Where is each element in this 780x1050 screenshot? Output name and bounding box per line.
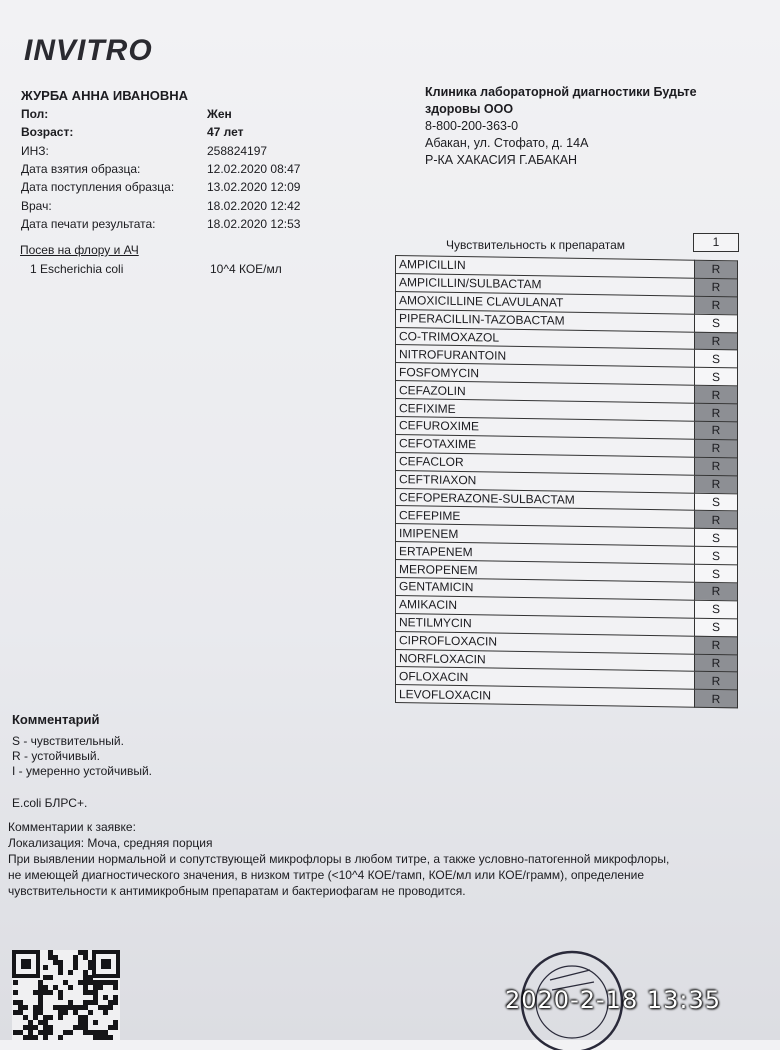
- sensitivity-result: R: [695, 475, 738, 494]
- antibiotic-name: LEVOFLOXACIN: [396, 685, 695, 708]
- note-line: чувствительности к антимикробным препаратам и бактериофагам не проводится.: [8, 884, 466, 898]
- antibiotic-name: OFLOXACIN: [396, 667, 695, 690]
- patient-field-value: 18.02.2020 12:53: [207, 217, 301, 231]
- note-line: не имеющей диагностического значения, в низком титре (<10^4 КОЕ/тамп, КОЕ/мл или КОЕ/грамм), определение: [8, 868, 645, 882]
- sensitivity-result: R: [695, 332, 738, 351]
- patient-field-value: 13.02.2020 12:09: [207, 180, 301, 194]
- organism-titer: 10^4 КОЕ/мл: [210, 262, 282, 276]
- sensitivity-result: R: [695, 296, 738, 315]
- note-line: Локализация: Моча, средняя порция: [8, 836, 213, 850]
- sensitivity-result: S: [695, 314, 738, 333]
- antibiotic-name: CEFOTAXIME: [396, 434, 695, 457]
- antibiotic-name: AMIKACIN: [396, 595, 695, 618]
- antibiotic-name: CEFEPIME: [396, 506, 695, 529]
- sensitivity-result: R: [695, 278, 738, 297]
- qr-code: [12, 950, 120, 1040]
- antibiotic-name: CEFTRIAXON: [396, 470, 695, 493]
- antibiotic-name: IMIPENEM: [396, 524, 695, 547]
- patient-field-value: 258824197: [207, 144, 268, 158]
- invitro-logo: INVITRO: [24, 34, 153, 67]
- patient-field-value: Жен: [207, 107, 232, 121]
- order-notes: [8, 819, 778, 899]
- sensitivity-result: R: [695, 672, 738, 691]
- sensitivity-result: S: [695, 618, 738, 637]
- sensitivity-result: R: [695, 582, 738, 601]
- patient-field-value: 12.02.2020 08:47: [207, 162, 301, 176]
- antibiotic-name: NITROFURANTOIN: [396, 345, 695, 368]
- antibiotic-name: AMOXICILLINE CLAVULANAT: [396, 291, 695, 314]
- legend-item: I - умеренно устойчивый.: [12, 764, 152, 778]
- patient-field-label: Врач:: [21, 199, 52, 213]
- sensitivity-result: R: [695, 690, 738, 709]
- antibiotic-name: CEFAZOLIN: [396, 381, 695, 404]
- antibiotic-name: CEFOPERAZONE-SULBACTAM: [396, 488, 695, 511]
- antibiotic-name: GENTAMICIN: [396, 578, 695, 601]
- sensitivity-title: Чувствительность к препаратам: [446, 238, 626, 252]
- patient-field-value: 18.02.2020 12:42: [207, 199, 301, 213]
- sensitivity-result: S: [695, 350, 738, 369]
- patient-name: ЖУРБА АННА ИВАНОВНА: [21, 88, 188, 103]
- result-legend: [12, 734, 152, 779]
- sensitivity-result: R: [695, 439, 738, 458]
- sensitivity-result: S: [695, 529, 738, 548]
- photo-timestamp: 2020-2-18 13:35: [505, 986, 721, 1014]
- organism-name: 1 Escherichia coli: [30, 262, 124, 276]
- clinic-address: Абакан, ул. Стофато, д. 14А: [425, 136, 589, 150]
- antibiotic-name: PIPERACILLIN-TAZOBACTAM: [396, 309, 695, 332]
- patient-field-label: Дата поступления образца:: [21, 180, 175, 194]
- antibiotic-name: CEFUROXIME: [396, 417, 695, 440]
- antibiotic-name: MEROPENEM: [396, 560, 695, 583]
- antibiotic-name: FOSFOMYCIN: [396, 363, 695, 386]
- sensitivity-result: R: [695, 511, 738, 530]
- sensitivity-result: S: [695, 368, 738, 387]
- comment-heading: Комментарий: [12, 712, 100, 727]
- clinic-info: [425, 84, 755, 169]
- antibiotic-name: NORFLOXACIN: [396, 649, 695, 672]
- patient-field-label: Возраст:: [21, 125, 74, 139]
- antibiotic-name: CIPROFLOXACIN: [396, 631, 695, 654]
- patient-field-label: Пол:: [21, 107, 49, 121]
- patient-field-label: Дата печати результата:: [21, 217, 156, 231]
- antibiotic-name: ERTAPENEM: [396, 542, 695, 565]
- sensitivity-result: R: [695, 457, 738, 476]
- antibiotic-table: [395, 255, 738, 709]
- sensitivity-result: R: [695, 260, 738, 279]
- antibiotic-name: AMPICILLIN/SULBACTAM: [396, 273, 695, 296]
- legend-item: R - устойчивый.: [12, 749, 100, 763]
- antibiotic-name: AMPICILLIN: [396, 256, 695, 279]
- clinic-region: Р-КА ХАКАСИЯ Г.АБАКАН: [425, 153, 578, 167]
- clinic-phone: 8-800-200-363-0: [425, 119, 519, 133]
- antibiotic-name: NETILMYCIN: [396, 613, 695, 636]
- note-line: При выявлении нормальной и сопутствующей микрофлоры в любом титре, а также условно-патогенной микрофлоры,: [8, 852, 670, 866]
- antibiotic-name: CEFIXIME: [396, 399, 695, 422]
- sensitivity-result: S: [695, 493, 738, 512]
- antibiotic-name: CO-TRIMOXAZOL: [396, 327, 695, 350]
- culture-section-title: Посев на флору и АЧ: [20, 243, 139, 257]
- sensitivity-result: S: [695, 564, 738, 583]
- legend-item: S - чувствительный.: [12, 734, 124, 748]
- patient-field-label: ИНЗ:: [21, 144, 49, 158]
- sensitivity-column-header: 1: [693, 233, 739, 252]
- sensitivity-result: S: [695, 546, 738, 565]
- patient-field-value: 47 лет: [207, 125, 244, 139]
- antibiotic-name: CEFACLOR: [396, 452, 695, 475]
- esbl-note: E.coli БЛРС+.: [12, 796, 88, 810]
- sensitivity-result: R: [695, 403, 738, 422]
- sensitivity-result: R: [695, 421, 738, 440]
- sensitivity-result: R: [695, 385, 738, 404]
- sensitivity-result: R: [695, 654, 738, 673]
- sensitivity-result: R: [695, 636, 738, 655]
- clinic-name: Клиника лабораторной диагностики Будьте здоровы ООО: [425, 85, 697, 116]
- note-line: Комментарии к заявке:: [8, 820, 136, 834]
- sensitivity-result: S: [695, 600, 738, 619]
- patient-field-label: Дата взятия образца:: [21, 162, 141, 176]
